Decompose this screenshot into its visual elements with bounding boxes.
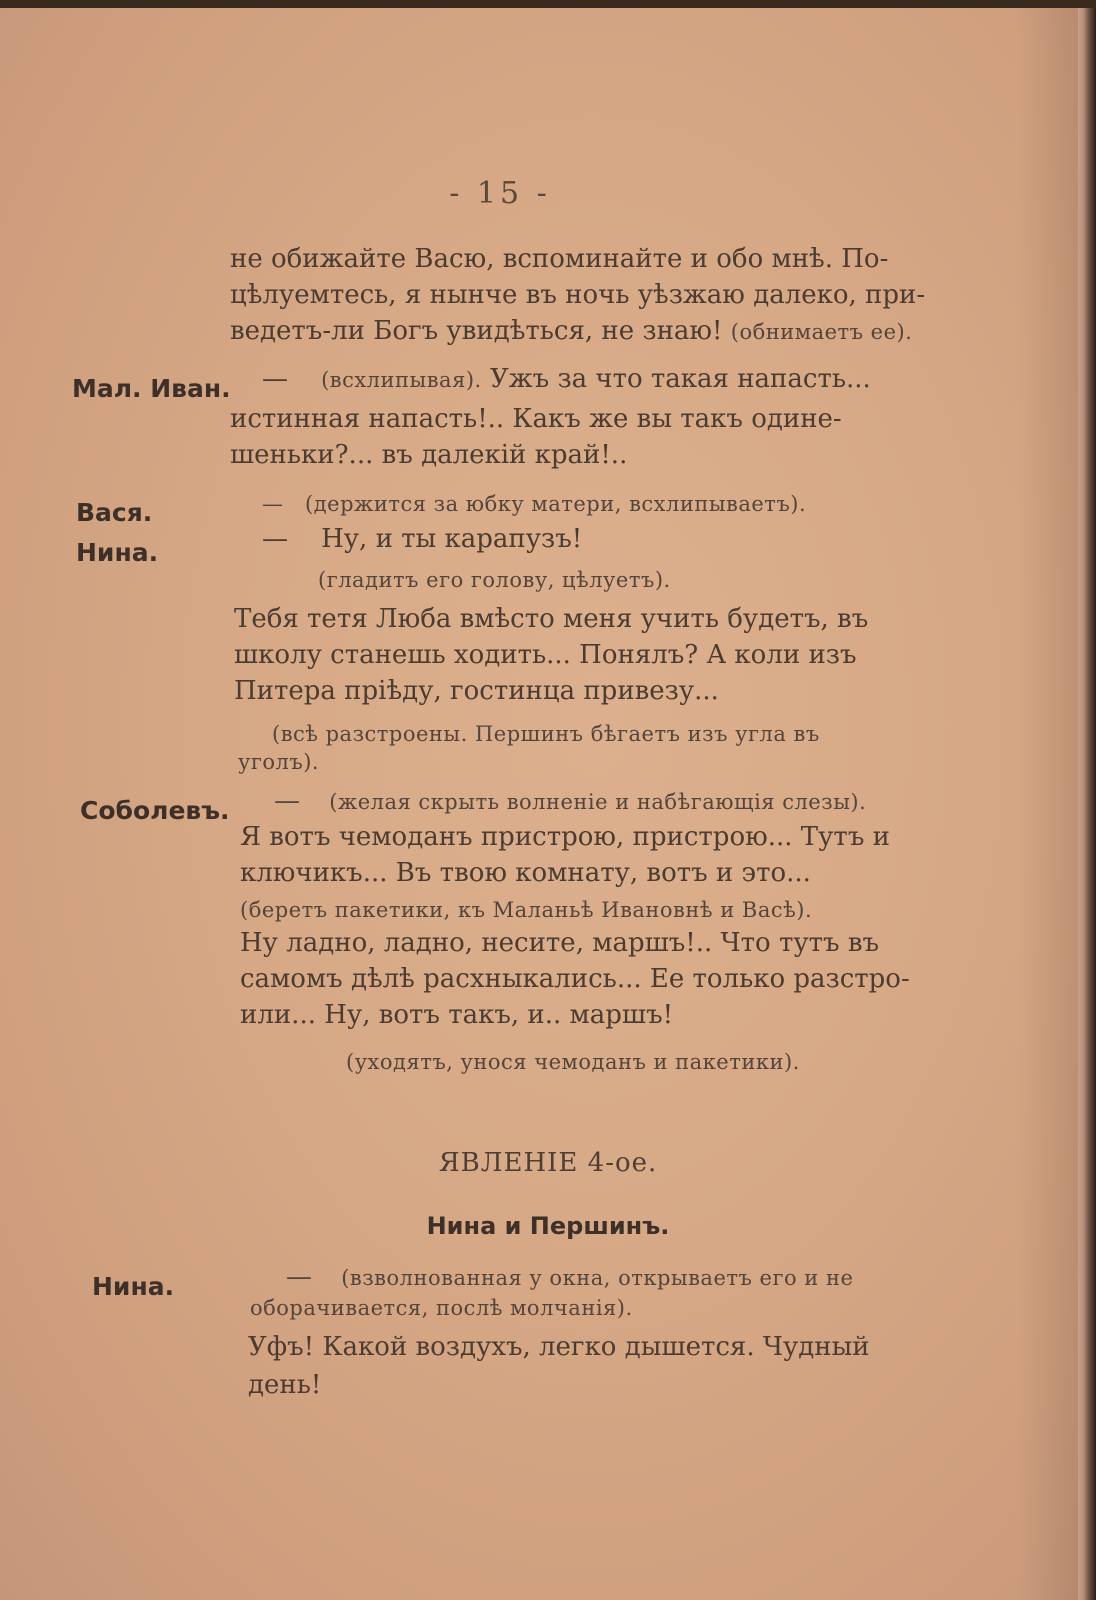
text-line: Уфъ! Какой воздухъ, легко дышется. Чудный [248, 1332, 870, 1362]
text-line: или... Ну, вотъ такъ, и.. маршъ! [240, 1000, 674, 1030]
text-line: истинная напасть!.. Какъ же вы такъ одине- [230, 404, 842, 434]
scene-title: ЯВЛЕНІЕ 4-ое. [438, 1148, 658, 1178]
text-line [262, 492, 806, 516]
page-edge [1078, 8, 1096, 1600]
stage-direction: (желая скрыть волненіе и набѣгающія слезы). [329, 790, 867, 814]
stage-direction: (уходятъ, унося чемоданъ и пакетики). [346, 1050, 800, 1074]
dash: — [286, 1262, 313, 1292]
stage-direction: (держится за юбку матери, всхлипываетъ). [305, 492, 807, 516]
speaker-name: Соболевъ. [80, 796, 230, 825]
text-segment: ведетъ-ли Богъ увидѣться, не знаю! [230, 316, 723, 346]
text-line: шеньки?... въ далекій край!.. [230, 440, 628, 470]
stage-direction: уголъ). [238, 750, 320, 774]
text-line [286, 1262, 853, 1292]
book-page [0, 8, 1078, 1600]
stage-direction: (беретъ пакетики, къ Маланьѣ Ивановнѣ и Васѣ). [240, 898, 813, 922]
speaker-name: Вася. [76, 498, 153, 527]
text-line: не обижайте Васю, вспоминайте и обо мнѣ. По- [230, 244, 889, 274]
stage-direction: (всѣ разстроены. Першинъ бѣгаетъ изъ угла въ [272, 722, 820, 746]
page-number: - 15 - [449, 176, 551, 211]
scene-cast: Нина и Першинъ. [426, 1212, 670, 1240]
dash: — [262, 524, 288, 554]
text-line: Ну ладно, ладно, несите, маршъ!.. Что тутъ въ [240, 928, 879, 958]
speaker-name: Мал. Иван. [72, 374, 231, 403]
text-line [262, 524, 582, 554]
dash: — [262, 492, 284, 516]
text-segment: Ужъ за что такая напасть... [489, 364, 871, 394]
stage-direction: (всхлипывая). [321, 368, 482, 392]
text-line [230, 316, 912, 346]
text-line: Тебя тетя Люба вмѣсто меня учить будетъ, въ [234, 604, 869, 634]
text-line: цѣлуемтесь, я нынче въ ночь уѣзжаю далеко, при- [230, 280, 926, 310]
text-line [262, 364, 871, 394]
dash: — [274, 786, 301, 816]
text-line: самомъ дѣлѣ расхныкались... Ее только разстро- [240, 964, 910, 994]
text-line: Я вотъ чемоданъ пристрою, пристрою... Тутъ и [240, 822, 890, 852]
text-line: ключикъ... Въ твою комнату, вотъ и это... [240, 858, 811, 888]
dash: — [262, 364, 288, 394]
page-shadow [1018, 8, 1078, 1600]
stage-direction: (гладитъ его голову, цѣлуетъ). [318, 568, 671, 592]
text-segment: Ну, и ты карапузъ! [321, 524, 583, 554]
stage-direction: (взволнованная у окна, открываетъ его и не [341, 1266, 854, 1290]
text-line: Питера пріѣду, гостинца привезу... [234, 676, 719, 706]
text-line: школу станешь ходить... Понялъ? А коли изъ [234, 640, 857, 670]
text-line [274, 786, 866, 816]
speaker-name: Нина. [92, 1272, 175, 1301]
speaker-name: Нина. [76, 538, 159, 567]
text-line: день! [248, 1370, 322, 1400]
stage-direction: (обнимаетъ ее). [730, 320, 913, 344]
stage-direction: оборачивается, послѣ молчанія). [250, 1296, 633, 1320]
